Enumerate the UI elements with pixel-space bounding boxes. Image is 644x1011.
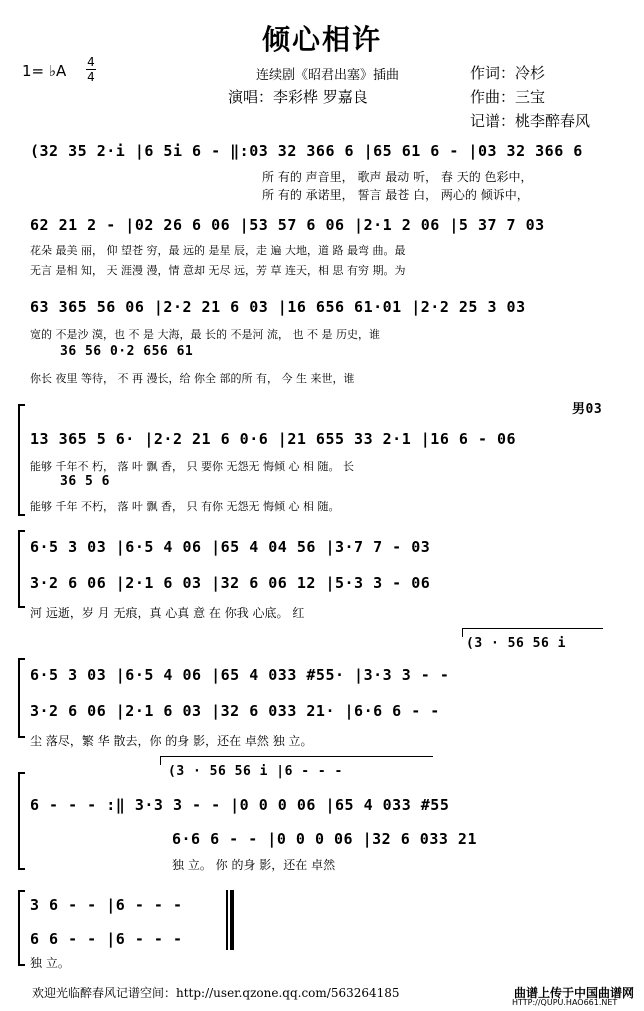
composer: 作曲：三宝 <box>470 88 546 106</box>
meter-top: 4 <box>87 55 95 69</box>
lyric-row-1-a: 所 有的 声音里， 歌声 最动 听， 春 天的 色彩中， <box>262 170 533 184</box>
notation-row-6-lower-voice: 3·2 6 06 |2·1 6 03 |32 6 033 21· |6·6 6 - - <box>30 702 440 720</box>
system-bracket <box>18 658 25 738</box>
notation-row-5-lower-voice: 3·2 6 06 |2·1 6 03 |32 6 06 12 |5·3 3 - 06 <box>30 574 431 592</box>
final-barline-thick <box>230 890 234 950</box>
system-bracket <box>18 772 25 870</box>
lyric-row-6: 尘 落尽，繁 华 散去，你 的身 影，还在 卓然 独 立。 <box>30 734 313 748</box>
notation-row-4: 13 365 5 6· |2·2 21 6 0·6 |21 655 33 2·1 |16 6 - 06 <box>30 430 517 448</box>
lyric-row-4-a: 能够 千年不 朽， 落 叶 飘 香， 只 要你 无怨无 悔倾 心 相 随。 长 <box>30 460 354 473</box>
notation-row-6-upper-voice: 6·5 3 03 |6·5 4 06 |65 4 033 #55· |3·3 3 - - <box>30 666 450 684</box>
lyric-row-7: 独 立。 你 的身 影，还在 卓然 <box>172 858 336 872</box>
notation-row-7-upper-voice: 6 - - - :‖ 3·3 3 - - |0 0 0 06 |65 4 033 #55 <box>30 796 450 814</box>
song-title: 倾心相许 <box>261 23 382 56</box>
volta-2-notes: (3 · 56 56 i |6 - - - <box>168 764 343 779</box>
notation-row-1: (32 35 2·i |6 5i 6 - ‖:03 32 366 6 |65 61 6 - |03 32 366 6 <box>30 142 583 160</box>
notation-row-5-upper-voice: 6·5 3 03 |6·5 4 06 |65 4 04 56 |3·7 7 - 03 <box>30 538 431 556</box>
final-barline-thin <box>226 890 228 950</box>
notation-row-3-upper: 36 56 0·2 656 61 <box>60 344 194 359</box>
lyricist: 作词：冷杉 <box>470 64 546 82</box>
notation-row-2: 62 21 2 - |02 26 6 06 |53 57 6 06 |2·1 2 06 |5 37 7 03 <box>30 216 545 234</box>
system-bracket <box>18 404 25 516</box>
lyric-row-2-b: 无言 是相 知， 天 涯漫 漫，情 意却 无尽 远，芳 草 连天，相 思 有穷 期。为 <box>30 264 406 277</box>
notation-row-3: 63 365 56 06 |2·2 21 6 03 |16 656 61·01 |2·2 25 3 03 <box>30 298 526 316</box>
singers: 演唱：李彩桦 罗嘉良 <box>228 88 368 106</box>
subtitle: 连续剧《昭君出塞》插曲 <box>256 68 400 83</box>
transcriber: 记谱：桃李醉春风 <box>470 112 591 130</box>
system-bracket <box>18 890 25 966</box>
meter-bottom: 4 <box>87 70 95 84</box>
volta-1-notes: (3 · 56 56 i <box>466 636 566 651</box>
site-brand: 曲谱上传于中国曲谱网 <box>514 986 635 1000</box>
notation-row-8-lower-voice: 6 6 - - |6 - - - <box>30 930 183 948</box>
lyric-row-3-a: 宽的 不是沙 漠，也 不 是 大海，最 长的 不是河 流， 也 不 是 历史，谁 <box>30 328 380 341</box>
male-part-tag: 男03 <box>572 402 603 417</box>
site-brand-url: HTTP://QUPU.HAO661.NET <box>512 998 618 1007</box>
lyric-row-4-b: 能够 千年 不朽， 落 叶 飘 香， 只 有你 无怨无 悔倾 心 相 随。 <box>30 500 340 513</box>
lyric-row-2-a: 花朵 最美 丽， 仰 望苍 穷，最 远的 是星 辰，走 遍 大地，道 路 最弯 曲。最 <box>30 244 406 257</box>
key-signature: 1= ♭A <box>22 62 67 80</box>
lyric-row-3-b: 你长 夜里 等待， 不 再 漫长，给 你全 部的所 有， 今 生 来世，谁 <box>30 372 355 385</box>
notation-row-8-upper-voice: 3 6 - - |6 - - - <box>30 896 183 914</box>
system-bracket <box>18 530 25 608</box>
lyric-row-8: 独 立。 <box>30 956 70 970</box>
notation-row-7-lower-voice: 6·6 6 - - |0 0 0 06 |32 6 033 21 <box>172 830 477 848</box>
time-signature <box>86 56 96 83</box>
footer-note: 欢迎光临醉春风记谱空间：http://user.qzone.qq.com/563264185 <box>32 986 400 1000</box>
notation-row-4-upper: 36 5 6 <box>60 474 110 489</box>
lyric-row-5: 河 远逝，岁 月 无痕，真 心真 意 在 你我 心底。 红 <box>30 606 305 620</box>
lyric-row-1-b: 所 有的 承诺里， 誓言 最苍 白， 两心的 倾诉中， <box>262 188 529 202</box>
